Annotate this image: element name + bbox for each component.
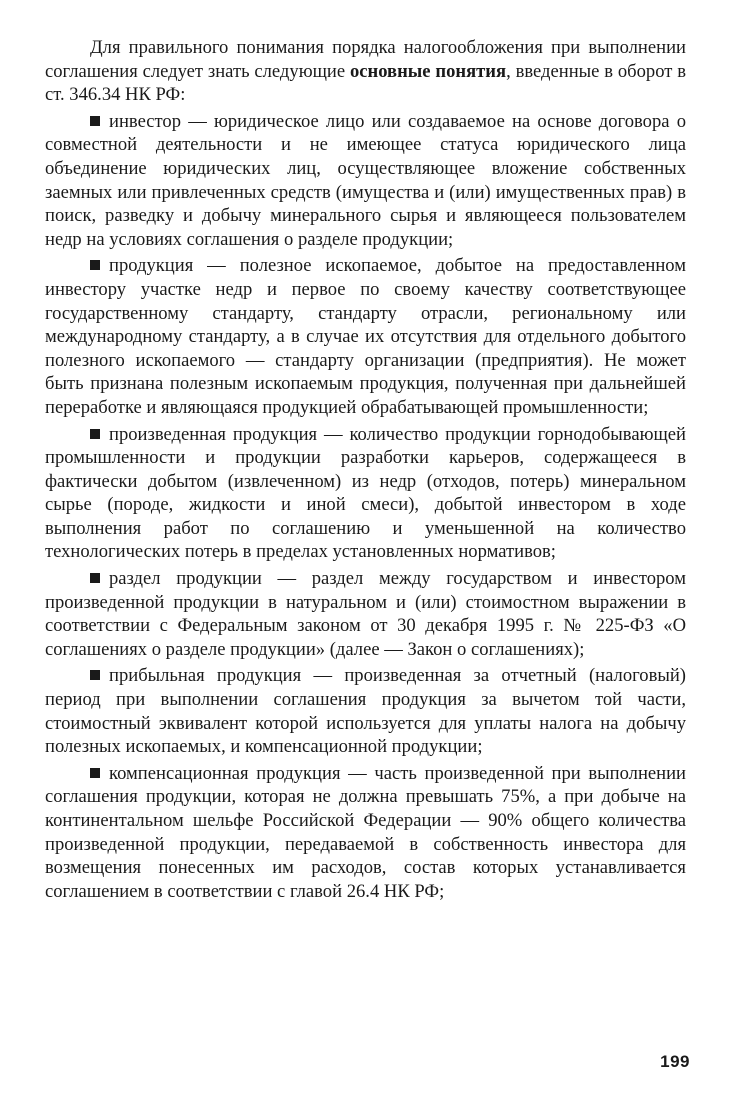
- definition-investor: [45, 110, 686, 252]
- page-body: [45, 36, 686, 906]
- definition-text: — часть произведенной при выполнении соглашения продукции, которая не должна превышать 75%, а при добыче на континентальном шельфе Российской Федерации — 90% общего количества произведенной продукции, передаваемой в собственность инвестора для возмещения понесенных им расходов, состав которых устанавливается соглашением в соответствии с главой 26.4 НК РФ;: [45, 762, 686, 902]
- page-number: 199: [660, 1052, 690, 1071]
- definition-text: — полезное ископаемое, добытое на предоставленном инвестору участке недр и первое по своему качеству соответствующее государственному стандарту, стандарту отрасли, региональному или международному стандарту, а в случае их отсутствия для отдельного добытого полезного ископаемого — стандарту организации (предприятия). Не может быть признана полезным ископаемым продукция, полученная при дальнейшей переработке и являющаяся продукцией обрабатывающей промышленности;: [45, 255, 686, 418]
- definition-produced-product: [45, 423, 686, 565]
- intro-paragraph: [45, 36, 686, 107]
- square-bullet-icon: [90, 670, 100, 680]
- definition-term: произведенная продукция: [109, 423, 318, 445]
- intro-text-before: Для правильного понимания порядка налогообложения при выполнении соглашения следует знать следующие: [45, 37, 686, 82]
- intro-text-after: , введенные в оборот в ст. 346.34 НК РФ:: [45, 60, 686, 106]
- square-bullet-icon: [90, 429, 100, 439]
- definition-term: компенсационная продукция: [109, 762, 341, 784]
- definition-product: [45, 254, 686, 419]
- square-bullet-icon: [90, 768, 100, 778]
- definition-text: — произведенная за отчетный (налоговый) период при выполнении соглашения продукция за вычетом той части, стоимостный эквивалент которой используется для уплаты налога на добычу полезных ископаемых, и компенсационной продукции;: [45, 665, 686, 758]
- intro-bold-term: основные понятия: [349, 60, 507, 82]
- square-bullet-icon: [90, 573, 100, 583]
- definition-term: продукция: [109, 255, 194, 277]
- square-bullet-icon: [90, 116, 100, 126]
- definition-product-sharing: [45, 567, 686, 661]
- definition-term: инвестор: [109, 110, 182, 132]
- definition-text: — раздел между государством и инвестором произведенной продукции в натуральном и (или) стоимостном выражении в соответствии с Федеральным законом от 30 декабря 1995 г. № 225-ФЗ «О соглашениях о разделе продукции» (далее — Закон о соглашениях);: [45, 568, 686, 660]
- definition-text: — юридическое лицо или создаваемое на основе договора о совместной деятельности и не имеющее статуса юридического лица объединение юридических лиц, осуществляющее вложение собственных заемных или привлеченных средств (имущества и (или) имущественных прав) в поиск, разведку и добычу минерального сырья и являющееся пользователем недр на условиях соглашения о разделе продукции;: [45, 110, 686, 250]
- definition-text: — количество продукции горнодобывающей промышленности и продукции разработки карьеров, содержащееся в фактически добытом (извлеченном) из недр (отходов, потерь) минеральном сырье (породе, жидкости и иной смеси), добытой инвестором в ходе выполнения работ по соглашению и уменьшенной на количество технологических потерь в пределах установленных нормативов;: [45, 423, 686, 563]
- definition-term: прибыльная продукция: [109, 665, 302, 687]
- definition-compensation-product: [45, 762, 686, 904]
- definition-profit-product: [45, 664, 686, 758]
- definition-term: раздел продукции: [109, 568, 262, 590]
- square-bullet-icon: [90, 260, 100, 270]
